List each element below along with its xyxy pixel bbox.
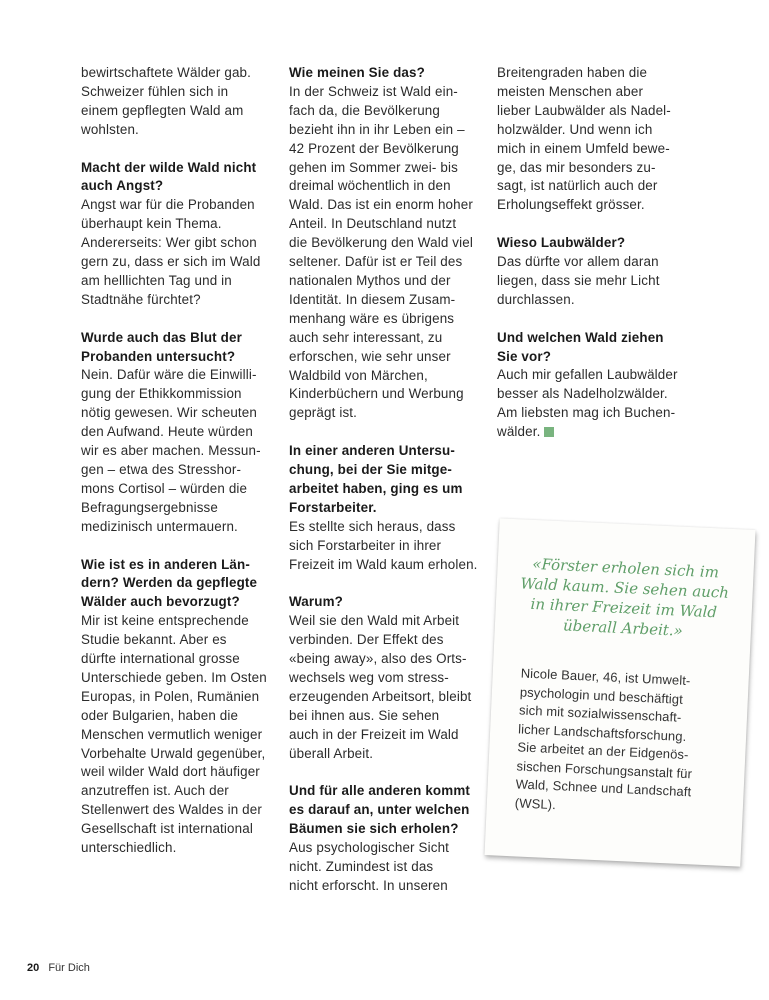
line-text: auch in der Freizeit im Wald [289,726,459,742]
answer-line [81,820,286,839]
line-text: Auch mir gefallen Laubwälder [497,367,678,383]
line-text: Vorbehalte Urwald gegenüber, [81,745,266,761]
line-text: Schweizer fühlen sich in [81,83,229,99]
line-text: erzeugenden Arbeitsort, bleibt [289,688,472,704]
line-text: lieber Laubwälder als Nadel- [497,102,671,118]
line-text: Unterschiede geben. Im Osten [81,669,267,685]
answer-line [81,726,286,745]
line-text: Forstarbeiter. [289,499,377,515]
question-line [289,64,494,83]
article-column-1 [81,64,286,858]
answer-line [497,272,702,291]
line-text: Wie ist es in anderen Län- [81,556,250,572]
quote-card [484,518,755,866]
answer-line [497,385,702,404]
answer-line [289,215,494,234]
line-text: In einer anderen Untersu- [289,443,455,459]
answer-line [81,442,286,461]
line-text: Waldbild von Märchen, [289,367,428,383]
question-line [289,442,494,461]
end-mark-square-icon [544,427,554,437]
line-text: dern? Werden da gepflegte [81,575,258,591]
answer-line [289,858,494,877]
answer-line [289,367,494,386]
line-text: fach da, die Bevölkerung [289,102,440,118]
answer-line [289,102,494,121]
answer-line [81,801,286,820]
answer-line [497,366,702,385]
answer-line [289,310,494,329]
answer-line [497,140,702,159]
line-text: Gesellschaft ist international [81,821,253,837]
line-text: Wälder auch bevorzugt? [81,594,240,610]
answer-line [81,404,286,423]
quote-line: Wald kaum. Sie sehen auch [520,574,730,602]
answer-line [81,631,286,650]
line-text: sich Forstarbeiter in ihrer [289,537,442,553]
answer-line [289,272,494,291]
line-text: Wald. Das ist ein enorm hoher [289,197,473,213]
line-text: Aus psychologischer Sicht [289,840,450,856]
line-text: geprägt ist. [289,405,358,421]
question-line [81,593,286,612]
line-text: Europas, in Polen, Rumänien [81,688,260,704]
line-text: bewirtschaftete Wälder gab. [81,65,252,80]
answer-line [81,480,286,499]
line-text: Macht der wilde Wald nicht [81,159,257,175]
line-text: Nein. Dafür wäre die Einwilli- [81,367,257,383]
line-text: seltener. Dafür ist er Teil des [289,254,463,270]
answer-line [81,499,286,518]
bio-line: sischen Forschungsanstalt für [516,757,693,781]
question-line [81,348,286,367]
answer-line [289,518,494,537]
line-text: Menschen vermutlich weniger [81,726,263,742]
bio-line: (WSL). [514,794,557,812]
bio-line: sich mit sozialwissenschaft- [518,702,682,725]
answer-line [289,612,494,631]
answer-line [289,631,494,650]
line-text: Probanden untersucht? [81,348,236,364]
article-column-3 [497,64,702,442]
question-line [289,801,494,820]
line-text: Stellenwert des Waldes in der [81,802,262,818]
line-text: Wie meinen Sie das? [289,65,425,80]
answer-line [289,537,494,556]
question-line [289,820,494,839]
page-number: 20 [27,962,40,974]
paragraph-gap [497,215,702,234]
answer-line [289,196,494,215]
line-text: einem gepflegten Wald am [81,102,244,118]
line-text: Breitengraden haben die [497,65,648,80]
answer-line [497,291,702,310]
line-text: Studie bekannt. Aber es [81,632,227,648]
answer-line [289,877,494,896]
line-text: mons Cortisol – würden die [81,480,248,496]
answer-line [81,782,286,801]
line-text: medizinisch untermauern. [81,518,238,534]
line-text: meisten Menschen aber [497,83,644,99]
line-text: Wurde auch das Blut der [81,329,242,345]
line-text: liegen, dass sie mehr Licht [497,272,660,288]
line-text: oder Bulgarien, haben die [81,707,239,723]
question-line [497,329,702,348]
answer-line [497,196,702,215]
line-text: wechsels weg vom stress- [289,669,449,685]
quote-line: «Förster erholen sich im [531,554,720,582]
answer-line [289,177,494,196]
answer-line [81,366,286,385]
line-text: Stadtnähe fürchtet? [81,291,201,307]
answer-line [81,745,286,764]
line-text: Es stellte sich heraus, dass [289,518,456,534]
answer-line [81,669,286,688]
answer-line [497,83,702,102]
line-text: Weil sie den Wald mit Arbeit [289,613,460,629]
line-text: sagt, ist natürlich auch der [497,178,658,194]
question-line [289,480,494,499]
answer-line [497,404,702,423]
line-text: besser als Nadelholzwälder. [497,386,668,402]
line-text: Angst war für die Probanden [81,197,255,213]
line-text: nötig gewesen. Wir scheuten [81,405,257,421]
author-bio [514,664,735,822]
answer-line [81,215,286,234]
answer-line [289,726,494,745]
answer-line [289,159,494,178]
answer-line [497,64,702,83]
quote-line: überall Arbeit.» [562,616,684,640]
answer-line [81,839,286,858]
question-line [81,329,286,348]
line-text: holzwälder. Und wenn ich [497,121,653,137]
answer-line [81,121,286,140]
line-text: dürfte international grosse [81,651,240,667]
question-line [81,556,286,575]
article-column-2 [289,64,494,896]
line-text: nicht. Zumindest ist das [289,859,434,875]
line-text: nationalen Mythos und der [289,272,451,288]
line-text: gung der Ethikkommission [81,386,242,402]
answer-line [289,839,494,858]
paragraph-gap [497,310,702,329]
question-line [81,177,286,196]
page-footer [27,962,90,974]
answer-line [497,159,702,178]
line-text: Am liebsten mag ich Buchen- [497,405,676,421]
answer-line [289,707,494,726]
line-text: Mir ist keine entsprechende [81,613,249,629]
line-text: Andererseits: Wer gibt schon [81,235,257,251]
line-text: anzutreffen ist. Auch der [81,783,229,799]
line-text: erforschen, wie sehr unser [289,348,451,364]
question-line [497,348,702,367]
answer-line [497,253,702,272]
answer-line [289,329,494,348]
line-text: Und welchen Wald ziehen [497,329,664,345]
pull-quote [505,553,744,644]
answer-line [81,64,286,83]
line-text: es darauf an, unter welchen [289,802,470,818]
answer-line [81,385,286,404]
line-text: mich in einem Umfeld bewe- [497,140,670,156]
line-text: den Aufwand. Heute würden [81,424,253,440]
line-text: ge, das mir besonders zu- [497,159,656,175]
line-text: In der Schweiz ist Wald ein- [289,83,458,99]
answer-line [81,253,286,272]
line-text: auch sehr interessant, zu [289,329,443,345]
answer-line [81,612,286,631]
line-text: überhaupt kein Thema. [81,216,222,232]
line-text: menhang wäre es übrigens [289,310,455,326]
paragraph-gap [81,537,286,556]
question-line [81,574,286,593]
paragraph-gap [289,574,494,593]
answer-line [81,518,286,537]
section-name: Für Dich [48,962,90,974]
answer-line [81,234,286,253]
line-text: überall Arbeit. [289,745,374,761]
line-text: bei ihnen aus. Sie sehen [289,707,440,723]
line-text: chung, bei der Sie mitge- [289,462,452,478]
line-text: dreimal wöchentlich in den [289,178,451,194]
question-line [81,159,286,178]
line-text: verbinden. Der Effekt des [289,632,444,648]
answer-line [289,556,494,575]
answer-line [289,348,494,367]
line-text: Erholungseffekt grösser. [497,197,645,213]
paragraph-gap [81,310,286,329]
line-text: wir es aber machen. Messun- [81,443,261,459]
paragraph-gap [289,423,494,442]
answer-line [289,121,494,140]
bio-line: Sie arbeitet an der Eidgenös- [517,739,689,763]
question-line [497,234,702,253]
line-text: Bäumen sie sich erholen? [289,821,459,837]
answer-line [81,102,286,121]
paragraph-gap [289,764,494,783]
answer-line [81,763,286,782]
answer-line [81,291,286,310]
line-text: Warum? [289,594,343,610]
line-text: durchlassen. [497,291,575,307]
paragraph-gap [81,140,286,159]
line-text: Kinderbüchern und Werbung [289,386,464,402]
bio-line: Nicole Bauer, 46, ist Umwelt- [520,665,691,689]
bio-line: licher Landschaftsforschung. [517,720,687,744]
answer-line [289,650,494,669]
line-text: gern zu, dass er sich im Wald [81,254,261,270]
answer-line [497,121,702,140]
line-text: Das dürfte vor allem daran [497,254,659,270]
line-text: Anteil. In Deutschland nutzt [289,216,457,232]
line-text: Sie vor? [497,348,552,364]
question-line [289,593,494,612]
line-text: unterschiedlich. [81,840,177,856]
line-text: die Bevölkerung den Wald viel [289,235,473,251]
line-text: arbeitet haben, ging es um [289,480,463,496]
quote-line: in ihrer Freizeit im Wald [530,594,718,622]
answer-line [81,272,286,291]
answer-line [81,423,286,442]
answer-line [289,745,494,764]
line-text: Identität. In diesem Zusam- [289,291,456,307]
answer-line [289,253,494,272]
bio-line: Wald, Schnee und Landschaft [515,776,692,800]
line-text: nicht erforscht. In unseren [289,877,448,893]
answer-line [289,83,494,102]
question-line [289,499,494,518]
question-line [289,461,494,480]
line-text: 42 Prozent der Bevölkerung [289,140,459,156]
answer-line [81,83,286,102]
answer-line [289,385,494,404]
question-line [289,782,494,801]
line-text: gehen im Sommer zwei- bis [289,159,458,175]
answer-line [81,461,286,480]
answer-line [497,102,702,121]
line-text: wälder. [497,424,541,440]
answer-line [81,196,286,215]
answer-line [289,140,494,159]
answer-line [289,234,494,253]
line-text: bezieht ihn in ihr Leben ein – [289,121,465,137]
answer-line [81,650,286,669]
line-text: Und für alle anderen kommt [289,783,470,799]
answer-line [497,423,702,442]
answer-line [289,688,494,707]
line-text: gen – etwa des Stresshor- [81,462,242,477]
bio-line: psychologin und beschäftigt [519,683,684,707]
answer-line [81,707,286,726]
answer-line [289,404,494,423]
answer-line [497,177,702,196]
answer-line [289,291,494,310]
line-text: Wieso Laubwälder? [497,235,626,251]
line-text: am helllichten Tag und in [81,272,232,288]
line-text: wohlsten. [81,121,139,137]
line-text: auch Angst? [81,178,164,194]
line-text: «being away», also des Orts- [289,651,467,667]
line-text: weil wilder Wald dort häufiger [81,764,260,780]
line-text: Befragungsergebnisse [81,499,218,515]
answer-line [289,669,494,688]
answer-line [81,688,286,707]
line-text: Freizeit im Wald kaum erholen. [289,556,478,572]
